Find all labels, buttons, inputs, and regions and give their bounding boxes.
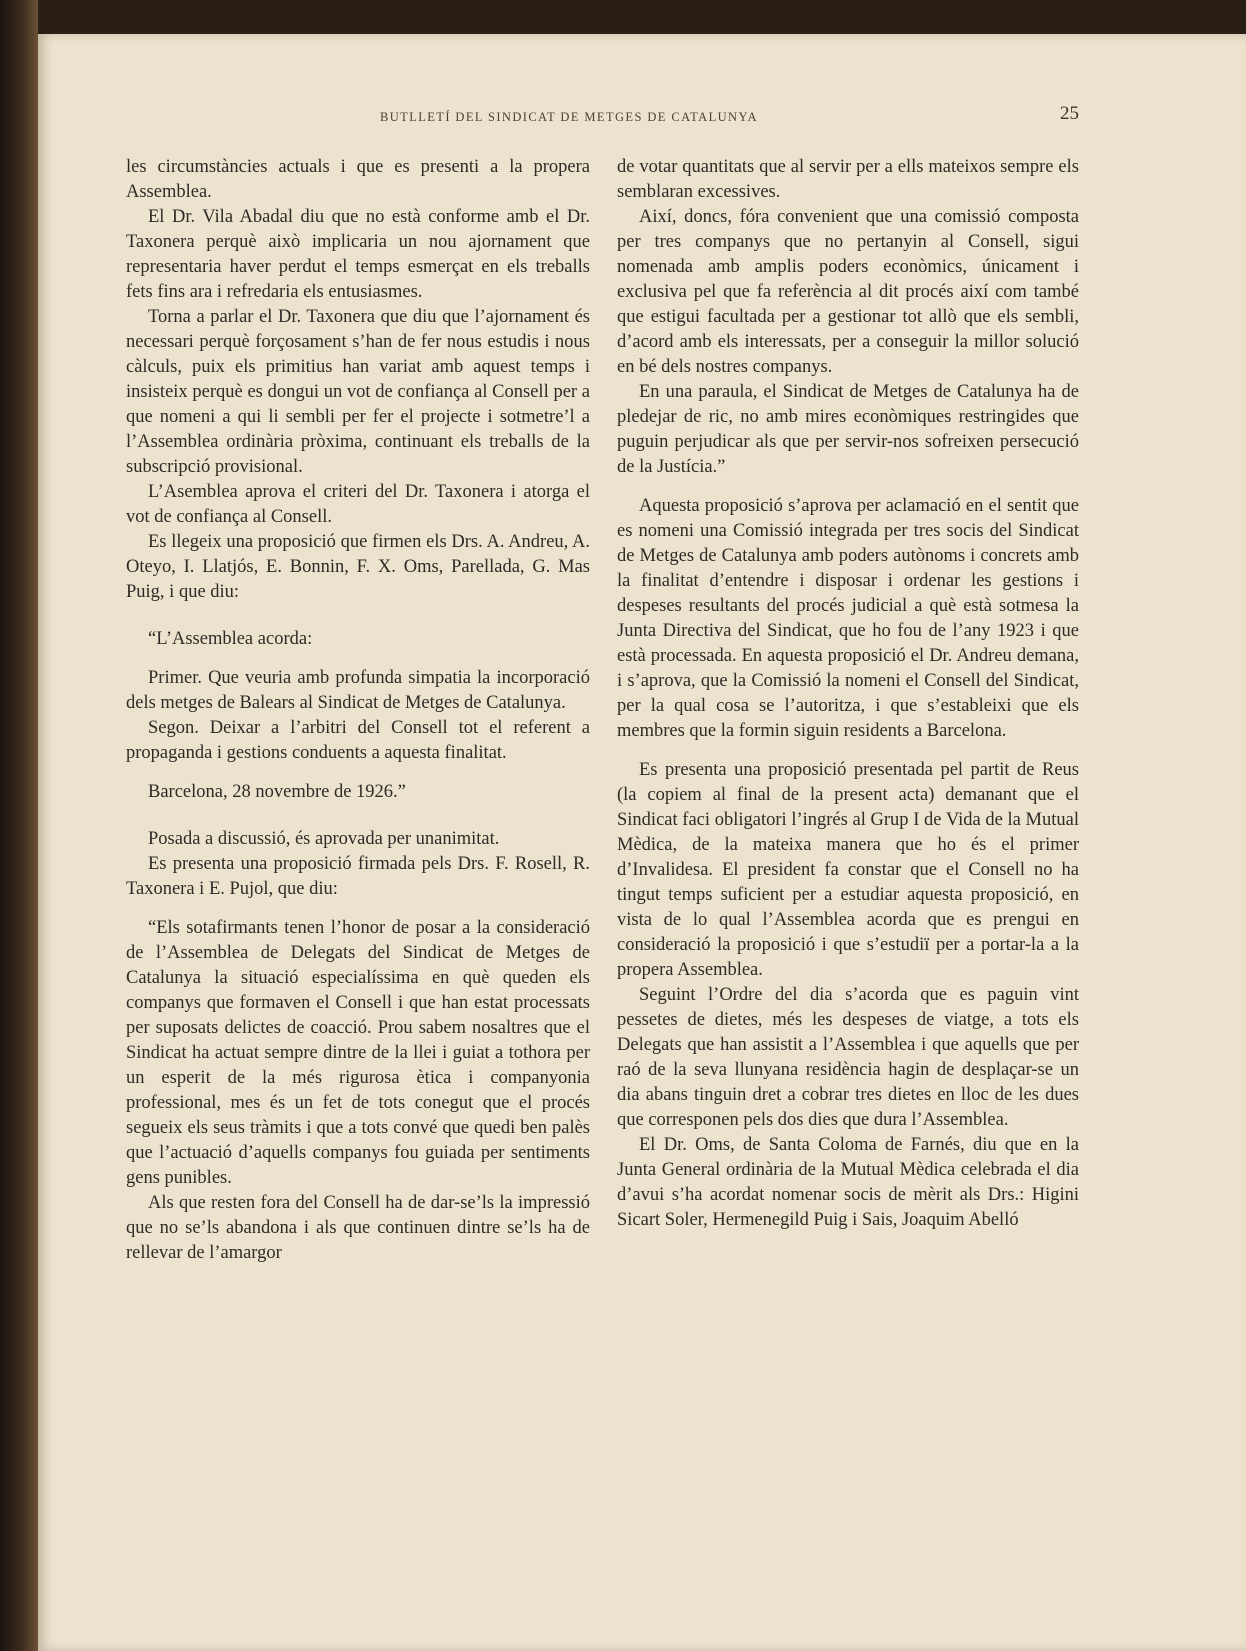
- paragraph: Posada a discussió, és aprovada per unanimitat.: [148, 829, 500, 849]
- paragraph: Així, doncs, fóra convenient que una comissió composta per tres companys que no pertanyin al Consell, sigui nomenada amb amplis poders econòmics, únicament i exclusiva pel que fa referència al dit procés així com també que estigui facultada per a gestionar tot allò que els sembli, d’acord amb els interessats, per a conseguir la millor solució en bé dels nostres companys.: [617, 207, 1079, 377]
- paragraph: El Dr. Oms, de Santa Coloma de Farnés, diu que en la Junta General ordinària de la Mutual Mèdica celebrada el dia d’avui s’ha acordat nomenar socis de mèrit als Drs.: Higini Sicart Soler, Hermenegild Puig i Sais, Joaquim Abelló: [617, 1135, 1079, 1230]
- paragraph: les circumstàncies actuals i que es presenti a la propera Assemblea.: [126, 157, 590, 202]
- paragraph: Seguint l’Ordre del dia s’acorda que es paguin vint pessetes de dietes, més les despeses de viatge, a tots els Delegats que han assistit a l’Assemblea i que aquells que per raó de la seva llunyana residència hagin de desplaçar-se un dia abans tinguin dret a cobrar tres dietes en lloc de les dues que corresponen pels dos dies que dura l’Assemblea.: [617, 985, 1079, 1130]
- paragraph: “L’Assemblea acorda:: [148, 629, 313, 649]
- paragraph: Es llegeix una proposició que firmen els Drs. A. Andreu, A. Oteyo, I. Llatjós, E. Bonnin, F. X. Oms, Parellada, G. Mas Puig, i que diu:: [126, 532, 590, 602]
- right-column: [617, 155, 1079, 1233]
- paragraph: Torna a parlar el Dr. Taxonera que diu que l’ajornament és necessari perquè forçosament s’han de fer nous estudis i nous càlculs, puix els primitius han variat amb aquest temps i insisteix perquè es dongui un vot de confiança al Consell per a que nomeni a qui li sembli per fer el projecte i sotmetre’l a l’Assemblea ordinària pròxima, continuant els treballs de la subscripció provisional.: [126, 307, 590, 477]
- paragraph: Primer. Que veuria amb profunda simpatia la incorporació dels metges de Balears al Sindicat de Metges de Catalunya.: [126, 668, 590, 713]
- paragraph: Aquesta proposició s’aprova per aclamació en el sentit que es nomeni una Comissió integrada per tres socis del Sindicat de Metges de Catalunya amb poders autònoms i concrets amb la finalitat d’entendre i disposar i ordenar les gestions i despeses resultants del procés judicial a què està sotmesa la Junta Directiva del Sindicat, que ho fou de l’any 1923 i que està processada. En aquesta proposició el Dr. Andreu demana, i s’aprova, que la Comissió la nomeni el Consell del Sindicat, per la qual cosa se l’autoritza, i que s’estableixi que els membres que la formin siguin residents a Barcelona.: [617, 496, 1079, 741]
- book-spine: [0, 0, 38, 1651]
- page-number: 25: [1060, 103, 1079, 124]
- paragraph: El Dr. Vila Abadal diu que no està conforme amb el Dr. Taxonera perquè això implicaria un nou ajornament que representaria haver perdut el temps esmerçat en els treballs fets fins ara i refredaria els entusiasmes.: [126, 207, 590, 302]
- paragraph: En una paraula, el Sindicat de Metges de Catalunya ha de pledejar de ric, no amb mires econòmiques restringides que puguin perjudicar als que per servir-nos sofreixen persecució de la Justícia.”: [617, 382, 1079, 477]
- paragraph: Es presenta una proposició presentada pel partit de Reus (la copiem al final de la present acta) demanant que el Sindicat faci obligatori l’ingrés al Grup I de Vida de la Mutual Mèdica, de la mateixa manera que ho és el primer d’Invalidesa. El president fa constar que el Consell no ha tingut temps suficient per a estudiar aquesta proposició, en vista de lo qual l’Assemblea acorda que es prengui en consideració la proposició i que s’estudiï per a portar-la a la propera Assemblea.: [617, 760, 1079, 980]
- paragraph: Es presenta una proposició firmada pels Drs. F. Rosell, R. Taxonera i E. Pujol, que diu:: [126, 854, 590, 899]
- paragraph: Barcelona, 28 novembre de 1926.”: [148, 782, 406, 802]
- paragraph: “Els sotafirmants tenen l’honor de posar a la consideració de l’Assemblea de Delegats del Sindicat de Metges de Catalunya la situació especialíssima en què queden els companys que formaven el Consell i que han estat processats per suposats delictes de coacció. Prou sabem nosaltres que el Sindicat ha actuat sempre dintre de la llei i guiat a tothora per un esperit de la més rigurosa ètica i companyonia professional, mes és un fet de tots conegut que el procés segueix els seus tràmits i que a tots convé que quedi ben palès que l’actuació d’aquells companys fou guiada per sentiments gens punibles.: [126, 918, 590, 1188]
- paragraph: Als que resten fora del Consell ha de dar-se’ls la impressió que no se’ls abandona i als que continuen dintre se’ls ha de rellevar de l’amargor: [126, 1193, 590, 1263]
- paragraph: de votar quantitats que al servir per a ells mateixos sempre els semblaran excessives.: [617, 157, 1079, 202]
- running-header: BUTLLETÍ DEL SINDICAT DE METGES DE CATALUNYA: [380, 110, 758, 124]
- paragraph: L’Asemblea aprova el criteri del Dr. Taxonera i atorga el vot de confiança al Consell.: [126, 482, 590, 527]
- paragraph: Segon. Deixar a l’arbitri del Consell tot el referent a propaganda i gestions conduents a aquesta finalitat.: [126, 718, 590, 763]
- left-column: [126, 155, 590, 1266]
